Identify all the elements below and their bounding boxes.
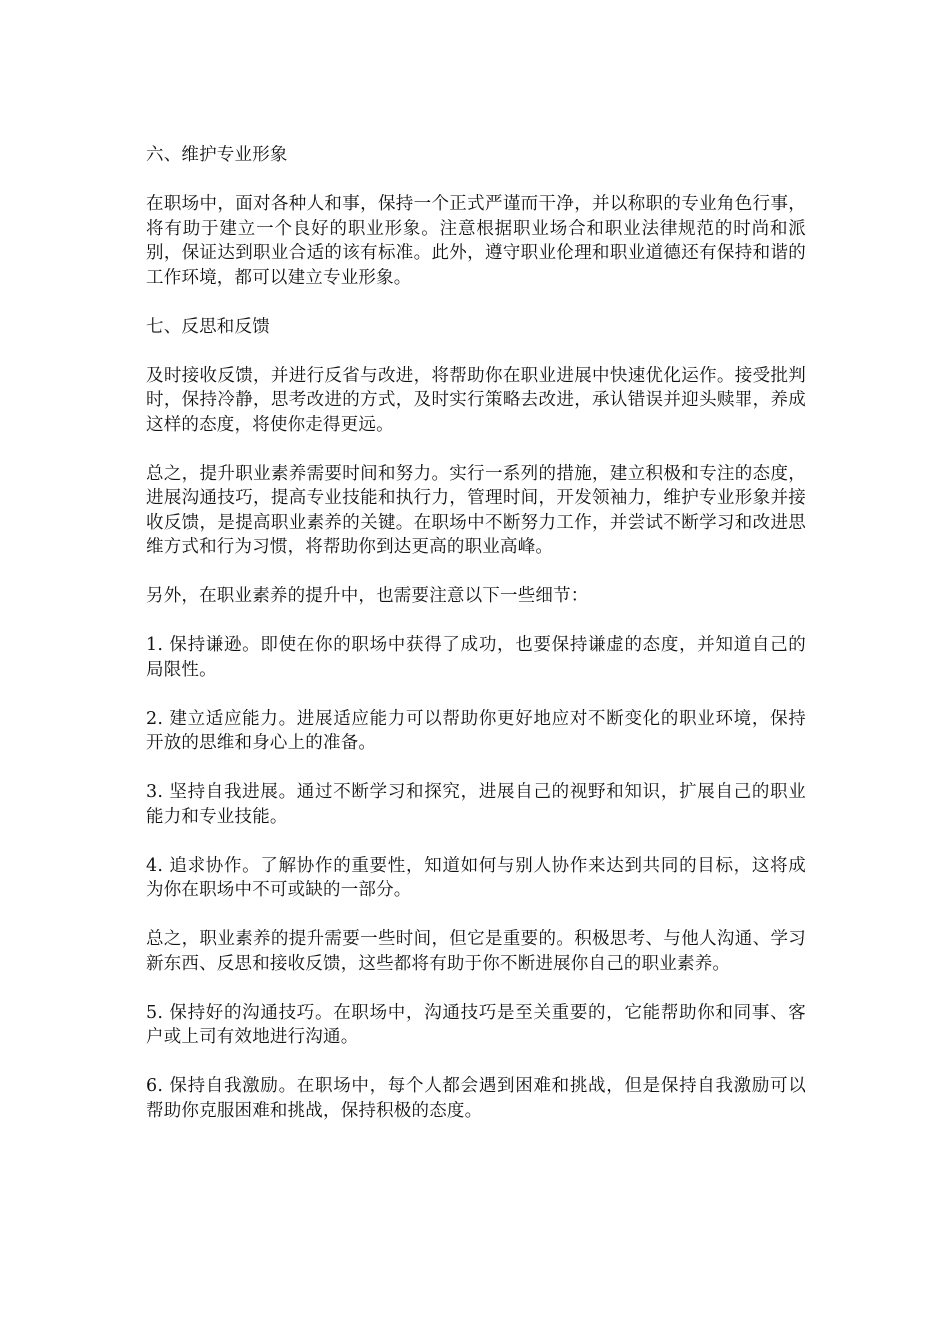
list-item-4: 4. 追求协作。了解协作的重要性，知道如何与别人协作来达到共同的目标，这将成为你在职场中不可或缺的一部分。 (146, 855, 806, 900)
paragraph: 总之，提升职业素养需要时间和努力。实行一系列的措施，建立积极和专注的态度，进展沟通技巧，提高专业技能和执行力，管理时间，开发领袖力，维护专业形象并接收反馈，是提高职业素养的关键。在职场中不断努力工作，并尝试不断学习和改进思维方式和行为习惯，将帮助你到达更高的职业高峰。 (146, 463, 806, 557)
paragraph: 总之，职业素养的提升需要一些时间，但它是重要的。积极思考、与他人沟通、学习新东西、反思和接收反馈，这些都将有助于你不断进展你自己的职业素养。 (146, 929, 806, 974)
list-item-5: 5. 保持好的沟通技巧。在职场中，沟通技巧是至关重要的，它能帮助你和同事、客户或上司有效地进行沟通。 (146, 1002, 806, 1047)
section-heading-7: 七、反思和反馈 (146, 316, 270, 337)
paragraph: 另外，在职业素养的提升中，也需要注意以下一些细节： (146, 586, 589, 606)
paragraph: 在职场中，面对各种人和事，保持一个正式严谨而干净，并以称职的专业角色行事，将有助于建立一个良好的职业形象。注意根据职业场合和职业法律规范的时尚和派别，保证达到职业合适的该有标准。此外，遵守职业伦理和职业道德还有保持和谐的工作环境，都可以建立专业形象。 (146, 194, 806, 288)
list-item-2: 2. 建立适应能力。进展适应能力可以帮助你更好地应对不断变化的职业环境，保持开放的思维和身心上的准备。 (146, 708, 806, 753)
list-item-6: 6. 保持自我激励。在职场中，每个人都会遇到困难和挑战，但是保持自我激励可以帮助你克服困难和挑战，保持积极的态度。 (146, 1076, 806, 1121)
section-heading-6: 六、维护专业形象 (146, 145, 288, 165)
paragraph: 及时接收反馈，并进行反省与改进，将帮助你在职业进展中快速优化运作。接受批判时，保持冷静，思考改进的方式，及时实行策略去改进，承认错误并迎头赎罪，养成这样的态度，将使你走得更远。 (146, 365, 806, 435)
document-body (146, 143, 806, 1148)
list-item-1: 1. 保持谦逊。即使在你的职场中获得了成功，也要保持谦虚的态度，并知道自己的局限性。 (146, 635, 806, 680)
list-item-3: 3. 坚持自我进展。通过不断学习和探究，进展自己的视野和知识，扩展自己的职业能力和专业技能。 (146, 782, 806, 827)
